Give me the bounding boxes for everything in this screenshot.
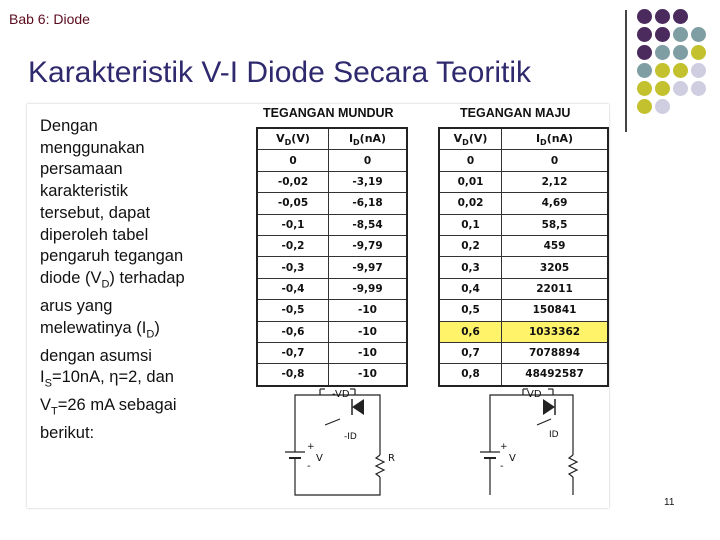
table-row: [439, 235, 608, 256]
table-row: [257, 235, 407, 256]
source-label: V: [509, 453, 516, 464]
current-cell: 58,5: [502, 214, 608, 235]
table-header-row: [439, 128, 608, 150]
decorative-dot: [637, 45, 652, 60]
table-row: [257, 342, 407, 363]
table-row: [257, 214, 407, 235]
decorative-dot: [691, 27, 706, 42]
divider-line: [625, 10, 627, 132]
table-header-row: [257, 128, 407, 150]
chapter-label: Bab 6: Diode: [9, 11, 90, 27]
current-cell: -9,79: [329, 235, 407, 256]
page-number: 11: [664, 497, 675, 508]
voltage-cell: -0,5: [257, 300, 329, 321]
current-cell: -10: [329, 300, 407, 321]
current-cell: -6,18: [329, 193, 407, 214]
table-row: [439, 171, 608, 192]
voltage-cell: 0,6: [439, 321, 502, 342]
current-cell: 22011: [502, 278, 608, 299]
current-cell: -3,19: [329, 171, 407, 192]
voltage-cell: -0,05: [257, 193, 329, 214]
reverse-voltage-table: [256, 127, 408, 387]
table-row: [257, 364, 407, 386]
current-column-header: $I_D(nA)$: [502, 128, 608, 150]
table-row: [439, 193, 608, 214]
current-cell: 7078894: [502, 342, 608, 363]
table-row: [439, 214, 608, 235]
current-cell: 1033362: [502, 321, 608, 342]
voltage-cell: 0,4: [439, 278, 502, 299]
current-cell: 459: [502, 235, 608, 256]
voltage-cell: 0,3: [439, 257, 502, 278]
decorative-dot: [637, 63, 652, 78]
voltage-column-header: $V_D(V)$: [257, 128, 329, 150]
decorative-dot: [673, 27, 688, 42]
table-row: [257, 278, 407, 299]
voltage-cell: 0,2: [439, 235, 502, 256]
table-row: [257, 300, 407, 321]
current-cell: 2,12: [502, 171, 608, 192]
current-label: ID: [549, 430, 559, 440]
decorative-dot: [673, 81, 688, 96]
voltage-cell: -0,3: [257, 257, 329, 278]
table-row: [439, 257, 608, 278]
table-row: [257, 321, 407, 342]
decorative-dot: [655, 63, 670, 78]
voltage-cell: -0,6: [257, 321, 329, 342]
current-cell: -9,97: [329, 257, 407, 278]
forward-bias-circuit: [475, 385, 625, 505]
forward-voltage-table: [438, 127, 609, 387]
minus-label: -: [307, 461, 311, 472]
decorative-dot: [691, 45, 706, 60]
current-cell: 0: [329, 150, 407, 171]
current-cell: -8,54: [329, 214, 407, 235]
decorative-dot: [655, 99, 670, 114]
table-row: [439, 150, 608, 171]
slide-title: Karakteristik V-I Diode Secara Teoritik: [28, 56, 531, 89]
source-label: V: [316, 453, 323, 464]
decorative-dot: [655, 45, 670, 60]
voltage-cell: -0,4: [257, 278, 329, 299]
current-cell: 3205: [502, 257, 608, 278]
diode-voltage-label: -VD: [332, 389, 350, 400]
current-cell: 48492587: [502, 364, 608, 386]
table-row: [439, 278, 608, 299]
voltage-column-header: $V_D(V)$: [439, 128, 502, 150]
table-row: [257, 257, 407, 278]
plus-label: +: [307, 442, 315, 452]
resistor-label: R: [388, 453, 395, 464]
forward-table-title: TEGANGAN MAJU: [460, 106, 571, 120]
voltage-cell: 0,5: [439, 300, 502, 321]
table-row: [439, 342, 608, 363]
voltage-cell: -0,1: [257, 214, 329, 235]
voltage-cell: -0,7: [257, 342, 329, 363]
current-cell: -9,99: [329, 278, 407, 299]
decorative-dot: [637, 27, 652, 42]
decorative-dot: [637, 99, 652, 114]
current-column-header: $I_D(nA)$: [329, 128, 407, 150]
table-row: [439, 364, 608, 386]
decorative-dot: [655, 9, 670, 24]
current-cell: -10: [329, 321, 407, 342]
reverse-bias-circuit: [280, 385, 430, 505]
plus-label: +: [500, 442, 508, 452]
current-cell: 4,69: [502, 193, 608, 214]
decorative-dot: [673, 45, 688, 60]
voltage-cell: -0,8: [257, 364, 329, 386]
table-row: [257, 150, 407, 171]
decorative-dot: [637, 81, 652, 96]
minus-label: -: [500, 461, 504, 472]
decorative-dot: [637, 9, 652, 24]
table-row: [257, 193, 407, 214]
decorative-dot: [691, 63, 706, 78]
diode-icon: [352, 399, 364, 415]
current-cell: -10: [329, 342, 407, 363]
current-cell: 150841: [502, 300, 608, 321]
current-cell: -10: [329, 364, 407, 386]
voltage-cell: 0,7: [439, 342, 502, 363]
voltage-cell: -0,02: [257, 171, 329, 192]
voltage-cell: -0,2: [257, 235, 329, 256]
reverse-table-title: TEGANGAN MUNDUR: [263, 106, 394, 120]
voltage-cell: 0,01: [439, 171, 502, 192]
voltage-cell: 0,8: [439, 364, 502, 386]
current-label: -ID: [344, 432, 357, 442]
current-cell: 0: [502, 150, 608, 171]
table-row: [439, 321, 608, 342]
decorative-dot: [673, 9, 688, 24]
voltage-cell: 0,1: [439, 214, 502, 235]
description-text: Dengan menggunakan persamaan karakteristik tersebut, dapat diperoleh tabel pengaruh tegangan diode $(V_D)$ terhadap arus yang melewatinya $(I_D)$ dengan asumsi $I_S=10nA$, η=2, dan $V_T=26$ mA sebagai berikut:: [40, 117, 185, 443]
diode-icon: [543, 399, 555, 415]
voltage-cell: 0: [439, 150, 502, 171]
voltage-cell: 0,02: [439, 193, 502, 214]
table-row: [257, 171, 407, 192]
table-row: [439, 300, 608, 321]
decorative-dot: [655, 81, 670, 96]
decorative-dot: [673, 63, 688, 78]
decorative-dot: [655, 27, 670, 42]
decorative-dot: [691, 81, 706, 96]
diode-voltage-label: VD: [527, 389, 542, 400]
voltage-cell: 0: [257, 150, 329, 171]
